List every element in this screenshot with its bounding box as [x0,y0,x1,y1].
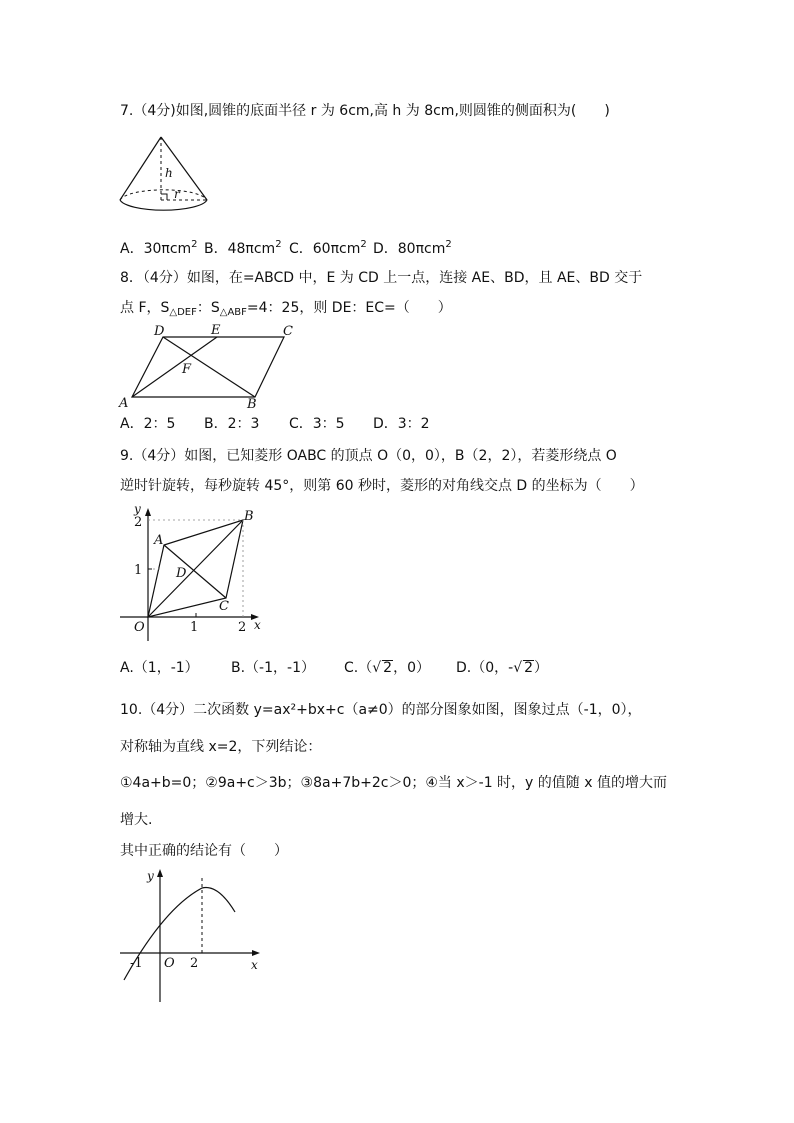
right-angle-mark [161,194,167,200]
q7-stem: 7.（4分)如图,圆锥的底面半径 r 为 6cm,高 h 为 8cm,则圆锥的侧面积为( ) [120,103,610,119]
q9-rhombus-figure [116,505,266,645]
label-c: C [219,599,229,614]
q9-stem-line2: 逆时针旋转，每秒旋转 45°，则第 60 秒时，菱形的对角线交点 D 的坐标为（ ） [120,478,644,494]
tick-label-x2: 2 [238,620,247,635]
cone-base-front [120,200,207,210]
tick-label-x1: 1 [190,620,199,635]
cone-base-back [120,190,207,200]
label-a: A [119,396,129,410]
label-o: O [134,620,145,635]
segment-bd [163,337,255,397]
label-a: A [154,533,164,548]
diagonal-ac [164,545,226,598]
label-o: O [164,956,175,971]
q9-option-a[interactable]: A.（1，-1） [120,660,199,676]
q9-option-b[interactable]: B.（-1，-1） [231,660,315,676]
tick-label-y2: 2 [134,515,143,530]
label-h: h [165,166,173,180]
tick-label-minus1: -1 [130,956,143,971]
q8-option-b[interactable]: B．2：3 [204,416,260,432]
sqrt-icon: √ [372,660,382,676]
y-axis-arrow [145,508,151,516]
q8-option-d[interactable]: D．3：2 [373,416,430,432]
label-b: B [244,509,254,524]
label-x: x [254,618,261,632]
q7-cone-figure [116,133,212,223]
q10-parabola-figure [116,866,266,1006]
q8-option-c[interactable]: C．3：5 [289,416,345,432]
q10-stem-line3: ①4a+b=0；②9a+c＞3b；③8a+7b+2c＞0；④当 x＞-1 时，y 的值随 x 值的增大而 [120,775,667,791]
q8-option-a[interactable]: A．2：5 [120,416,176,432]
q10-stem-line2: 对称轴为直线 x=2，下列结论： [120,739,322,755]
q9-option-d[interactable]: D.（0，-√ 2） [456,660,549,676]
q7-option-c[interactable]: C．60πcm$^2$ [289,239,367,257]
x-axis-arrow [252,950,260,956]
label-b: B [247,397,257,410]
tick-label-y1: 1 [134,563,143,578]
q7-option-a[interactable]: A．30πcm$^2$ [120,239,198,257]
q8-stem-line1: 8．（4分）如图，在=ABCD 中，E 为 CD 上一点，连接 AE、BD，且 AE、BD 交于 [120,270,643,286]
label-e: E [211,323,221,338]
segment-ae [132,337,217,397]
label-f: F [182,362,192,377]
label-d: D [176,566,187,581]
q8-stem-line2: 点 F，$S_{\triangle DEF}$：$S_{\triangle ABF}=4$：25，则 DE：EC=（ ） [120,300,452,318]
y-axis-arrow [157,869,163,877]
q10-stem-line1: 10.（4分）二次函数 y=ax²+bx+c（a≠0）的部分图象如图，图象过点（-1，0）， [120,702,642,718]
q10-stem-line4: 增大. [120,812,153,828]
q10-stem-line5: 其中正确的结论有（ ） [120,843,288,859]
sqrt-icon: √ [513,660,523,676]
label-r: r [174,187,180,201]
q8-parallelogram-figure [116,322,298,410]
q7-option-b[interactable]: B．48πcm$^2$ [204,239,282,257]
label-x: x [251,958,258,972]
tick-label-2: 2 [190,956,199,971]
q9-stem-line1: 9.（4分）如图，已知菱形 OABC 的顶点 O（0，0），B（2，2），若菱形绕点 O [120,448,617,464]
q9-option-c[interactable]: C.（√ 2，0） [344,660,430,676]
cone-left-edge [120,137,161,200]
label-y: y [147,869,154,883]
label-c: C [283,324,293,339]
label-d: D [154,324,165,339]
label-y: y [134,505,141,516]
q7-option-d[interactable]: D．80πcm$^2$ [373,239,452,257]
